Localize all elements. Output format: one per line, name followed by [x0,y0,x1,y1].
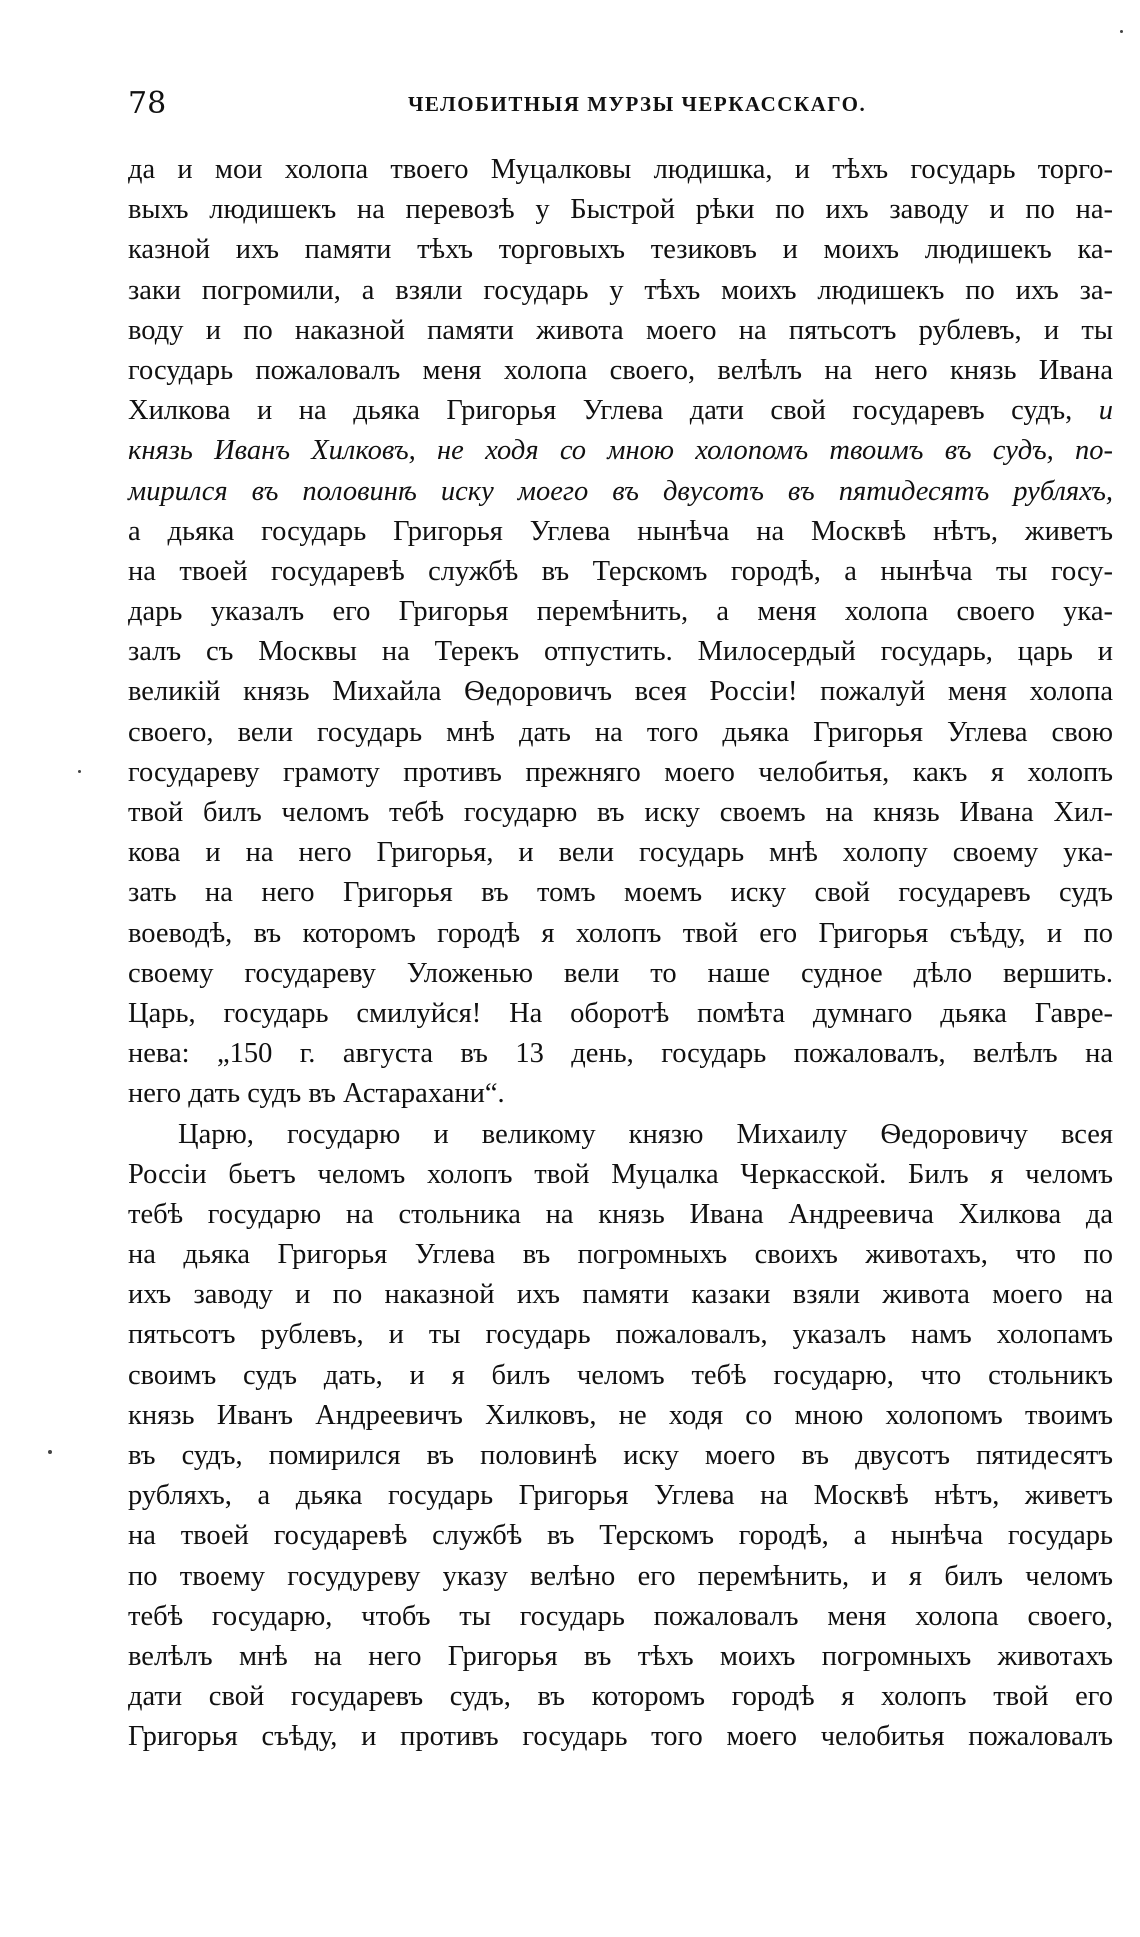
italic-run: и [1098,395,1113,427]
text-line: великій князь Михайла Ѳедоровичъ всея Россіи! пожалуй меня холопа [128,676,1113,708]
text-line: Царю, государю и великому князю Михаилу Ѳедоровичу всея [178,1118,1113,1150]
page-header [128,86,1108,126]
italic-line: князь Иванъ Хилковъ, не ходя со мною холопомъ твоимъ въ судъ, по- [128,435,1113,467]
text-line: рубляхъ, а дьяка государь Григорья Углева на Москвѣ нѣтъ, живетъ [128,1480,1113,1512]
scan-speck [48,1450,52,1454]
text-line: государеву грамоту противъ прежняго моего челобитья, какъ я холопъ [128,756,1113,788]
scan-speck [78,770,81,773]
text-line: ихъ заводу и по наказной ихъ памяти казаки взяли живота моего на [128,1279,1113,1311]
text-line: дати свой государевъ судъ, въ которомъ городѣ я холопъ твой его [128,1681,1113,1713]
text-line: князь Иванъ Андреевичъ Хилковъ, не ходя со мною холопомъ твоимъ [128,1399,1113,1431]
text-line: залъ съ Москвы на Терекъ отпустить. Милосердый государь, царь и [128,636,1113,668]
text-line: Царь, государь смилуйся! На оборотѣ помѣта думнаго дьяка Гавре- [128,997,1113,1029]
text-line: по твоему госудуреву указу велѣно его перемѣнить, и я билъ челомъ [128,1560,1113,1592]
running-title: ЧЕЛОБИТНЫЯ МУРЗЫ ЧЕРКАССКАГО. [408,92,867,116]
text-line: нева: „150 г. августа въ 13 день, государь пожаловалъ, велѣлъ на [128,1038,1113,1070]
text-line: на твоей государевѣ службѣ въ Терскомъ городѣ, а нынѣча государь [128,1520,1113,1552]
text-line: казной ихъ памяти тѣхъ торговыхъ тезиковъ и моихъ людишекъ ка- [128,234,1113,266]
text-line: тебѣ государю, чтобъ ты государь пожаловалъ меня холопа своего, [128,1600,1113,1632]
text-line: а дьяка государь Григорья Углева нынѣча на Москвѣ нѣтъ, живетъ [128,515,1113,547]
text-line: велѣлъ мнѣ на него Григорья въ тѣхъ моихъ погромныхъ животахъ [128,1640,1113,1672]
text-line: государь пожаловалъ меня холопа своего, велѣлъ на него князь Ивана [128,354,1113,386]
text-line: зать на него Григорья въ томъ моемъ иску свой государевъ судъ [128,877,1113,909]
text-line: заки погромили, а взяли государь у тѣхъ моихъ людишекъ по ихъ за- [128,274,1113,306]
text-line: воду и по наказной памяти живота моего на пятьсотъ рублевъ, и ты [128,314,1113,346]
text-line: твой билъ челомъ тебѣ государю въ иску своемъ на князь Ивана Хил- [128,797,1113,828]
text-line: него дать судъ въ Астарахани“. [128,1078,505,1110]
text-line: тебѣ государю на стольника на князь Ивана Андреевича Хилкова да [128,1198,1113,1230]
text-line: своему государеву Уложенью вели то наше судное дѣло вершить. [128,957,1113,989]
text-line: на твоей государевѣ службѣ въ Терскомъ городѣ, а нынѣча ты госу- [128,555,1113,587]
text-line-mixed [128,391,1113,431]
text-line: пятьсотъ рублевъ, и ты государь пожаловалъ, указалъ намъ холопамъ [128,1319,1113,1351]
scan-speck [1120,30,1123,33]
text-line: на дьяка Григорья Углева въ погромныхъ своихъ животахъ, что по [128,1239,1113,1271]
body-text [128,150,1113,1758]
text-line: своимъ судъ дать, и я билъ челомъ тебѣ государю, что стольникъ [128,1359,1113,1391]
text-run: Хилкова и на дьяка Григорья Углева дати свой государевъ судъ, [128,395,1099,427]
italic-line: мирился въ половинѣ иску моего въ двусотъ въ пятидесятъ рубляхъ, [128,475,1113,507]
text-line: воеводѣ, въ которомъ городѣ я холопъ твой его Григорья съѣду, и по [128,917,1113,949]
text-line: Григорья съѣду, и противъ государь того моего челобитья пожаловалъ [128,1721,1113,1753]
text-line: Россіи бьетъ челомъ холопъ твой Муцалка Черкасской. Билъ я челомъ [128,1158,1113,1190]
text-line: своего, вели государь мнѣ дать на того дьяка Григорья Углева свою [128,716,1113,748]
page-number: 78 [128,86,167,121]
text-line: выхъ людишекъ на перевозѣ у Быстрой рѣки по ихъ заводу и по на- [128,194,1113,226]
text-line: дарь указалъ его Григорья перемѣнить, а меня холопа своего ука- [128,596,1113,628]
text-line: да и мои холопа твоего Муцалковы людишка, и тѣхъ государь торго- [128,154,1113,185]
text-line: кова и на него Григорья, и вели государь мнѣ холопу своему ука- [128,837,1113,869]
text-line: въ судъ, помирился въ половинѣ иску моего въ двусотъ пятидесятъ [128,1440,1113,1471]
